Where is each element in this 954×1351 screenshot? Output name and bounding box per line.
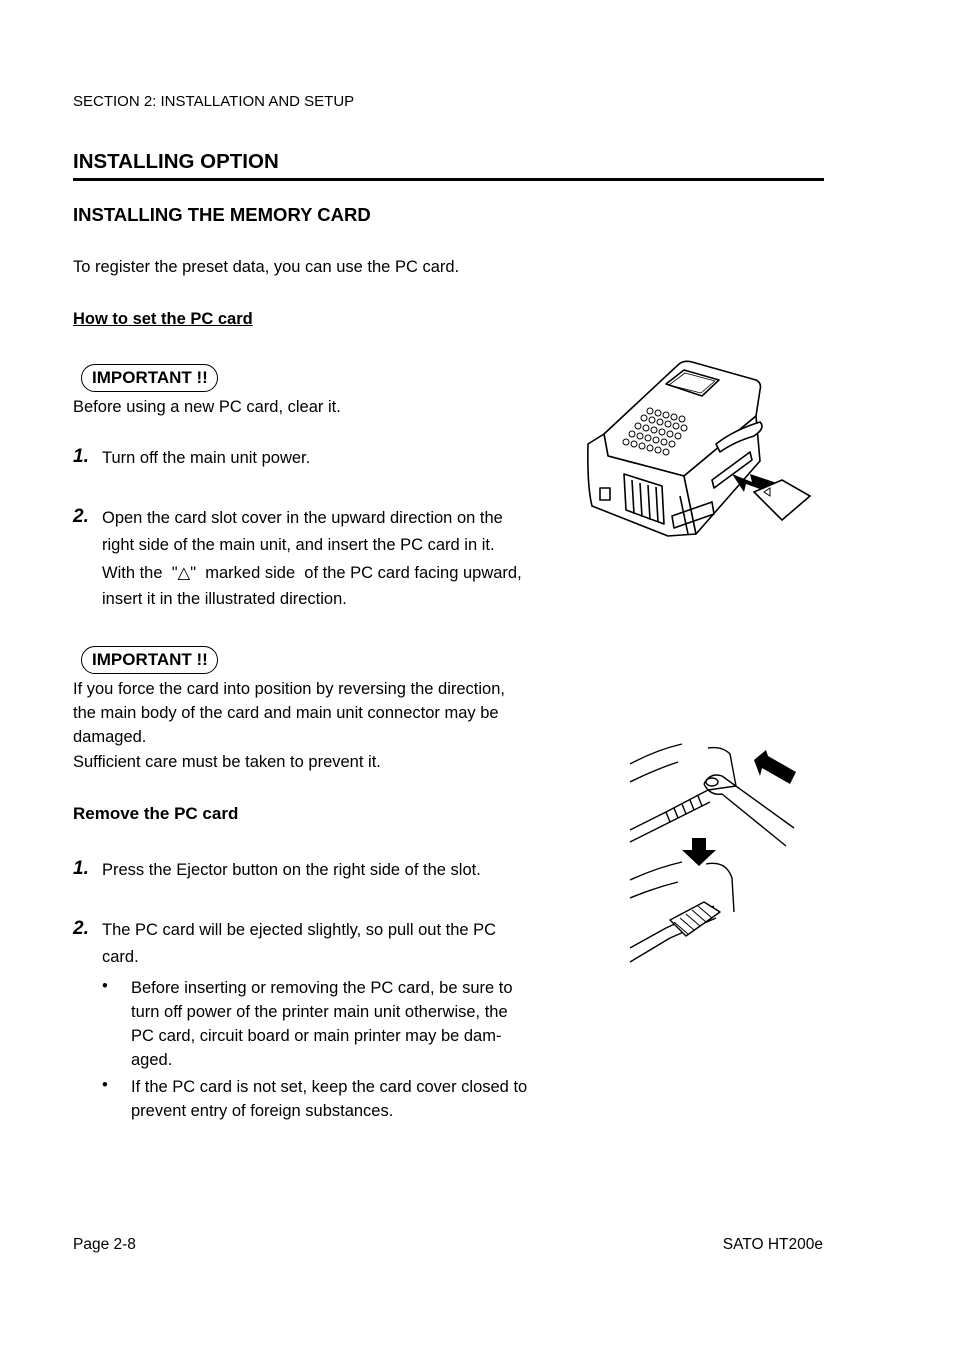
step-number: 2. (73, 918, 89, 939)
step-text-line: insert it in the illustrated direction. (102, 590, 347, 608)
bullet-dot: • (102, 977, 108, 995)
bullet-line: If the PC card is not set, keep the card cover closed to (131, 1078, 528, 1096)
bullet-line: prevent entry of foreign substances. (131, 1102, 394, 1120)
warning-line: damaged. (73, 728, 147, 746)
bullet-dot: • (102, 1076, 108, 1094)
warning-line: Sufficient care must be taken to prevent it. (73, 753, 381, 771)
step-number: 2. (73, 506, 89, 527)
warning-line: the main body of the card and main unit connector may be (73, 704, 499, 722)
important-badge: IMPORTANT !! (81, 646, 218, 674)
step-text: Press the Ejector button on the right side of the slot. (102, 861, 481, 879)
important-text: Before using a new PC card, clear it. (73, 398, 341, 416)
section-title: INSTALLING THE MEMORY CARD (73, 204, 371, 225)
card-eject-illustration (626, 742, 798, 968)
step-text-line: With the "△" marked side of the PC card facing upward, (102, 564, 522, 582)
bullet-line: Before inserting or removing the PC card, be sure to (131, 979, 513, 997)
step-text-line: right side of the main unit, and insert the PC card in it. (102, 536, 495, 554)
step-text-line: card. (102, 948, 139, 966)
remove-heading: Remove the PC card (73, 804, 239, 823)
warning-line: If you force the card into position by reversing the direction, (73, 680, 505, 698)
important-badge: IMPORTANT !! (81, 364, 218, 392)
step-text-line: The PC card will be ejected slightly, so pull out the PC (102, 921, 497, 939)
page-number: Page 2-8 (73, 1236, 136, 1253)
step-text: Turn off the main unit power. (102, 449, 311, 467)
step-number: 1. (73, 446, 89, 467)
bullet-line: PC card, circuit board or main printer may be dam- (131, 1027, 502, 1045)
bullet-line: aged. (131, 1051, 173, 1069)
printer-card-insert-illustration (584, 356, 814, 541)
page-title: INSTALLING OPTION (73, 150, 279, 173)
bullet-line: turn off power of the printer main unit otherwise, the (131, 1003, 508, 1021)
section-header: SECTION 2: INSTALLATION AND SETUP (73, 93, 355, 110)
step-number: 1. (73, 858, 89, 879)
intro-paragraph: To register the preset data, you can use the PC card. (73, 258, 460, 276)
step-text-line: Open the card slot cover in the upward direction on the (102, 509, 503, 527)
title-rule (73, 178, 824, 181)
how-to-set-heading: How to set the PC card (73, 310, 253, 328)
model-name: SATO HT200e (722, 1236, 823, 1253)
